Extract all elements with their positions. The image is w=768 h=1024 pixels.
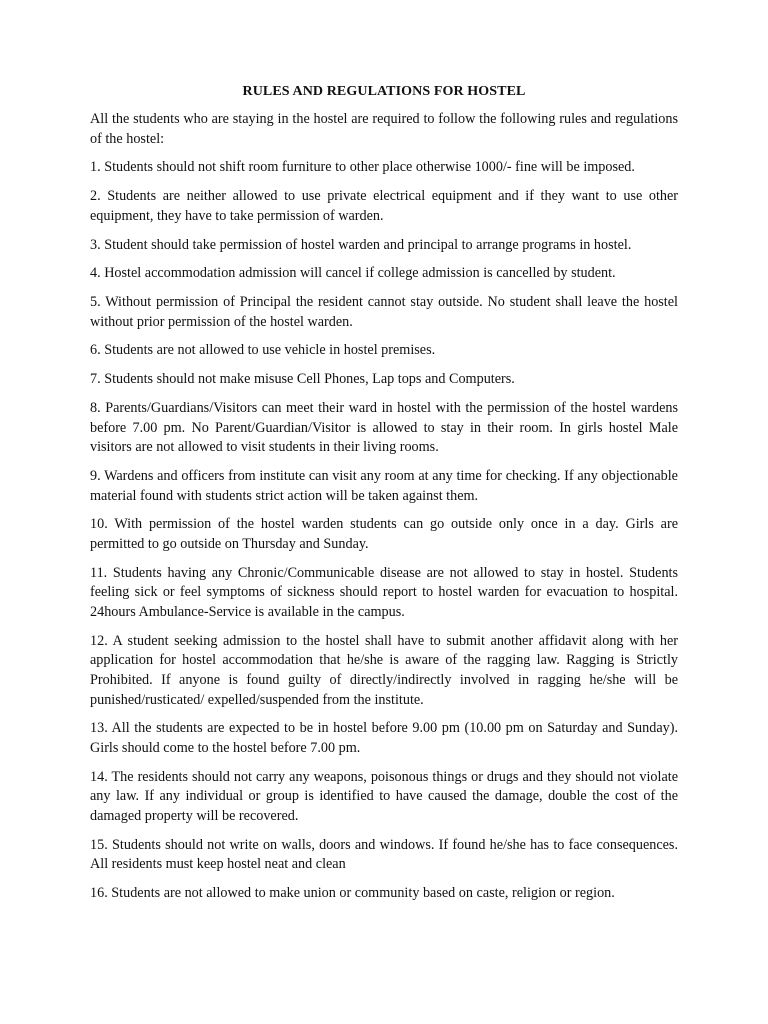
rule-item [90, 836, 678, 875]
rule-text: All the students are expected to be in hostel before 9.00 pm (10.00 pm on Saturday and Sunday). Girls should come to the hostel before 7.00 pm. [90, 720, 678, 756]
rule-text: Students are neither allowed to use private electrical equipment and if they want to use other equipment, they have to take permission of warden. [90, 188, 679, 224]
rule-item [90, 264, 678, 284]
rule-item [90, 341, 678, 361]
rule-item [90, 515, 678, 554]
rule-number: 9. [90, 468, 101, 484]
rule-text: Students are not allowed to make union or community based on caste, religion or region. [111, 885, 615, 901]
rule-item [90, 293, 678, 332]
rule-item [90, 236, 678, 256]
rule-text: A student seeking admission to the hostel shall have to submit another affidavit along with her application for hostel accommodation that he/she is aware of the ragging law. Ragging is Strictly Prohibited. If anyone is found guilty of directly/indirectly involved in ragging he/she will be punished/rusticated/ expelled/suspended from the institute. [90, 632, 678, 708]
rule-number: 2. [90, 188, 101, 205]
rule-text: Students are not allowed to use vehicle in hostel premises. [104, 342, 436, 359]
rule-number: 4. [90, 265, 101, 282]
rule-text: Hostel accommodation admission will cancel if college admission is cancelled by student. [104, 265, 616, 282]
rule-number: 3. [90, 236, 101, 253]
rule-number: 13. [90, 720, 108, 737]
rule-number: 10. [90, 516, 108, 533]
rule-number: 15. [90, 836, 108, 853]
rule-item [90, 564, 678, 623]
rule-number: 5. [90, 294, 101, 311]
rule-text: Wardens and officers from institute can visit any room at any time for checking. If any objectionable material found with students strict action will be taken against them. [90, 468, 678, 504]
rule-item [90, 187, 678, 226]
rule-text: Student should take permission of hostel warden and principal to arrange programs in hostel. [104, 236, 632, 253]
rule-text: Students should not make misuse Cell Phones, Lap tops and Computers. [104, 371, 515, 388]
rule-text: Students having any Chronic/Communicable disease are not allowed to stay in hostel. Students feeling sick or feel symptoms of sickness should report to hostel warden for evacuation to hospital. 24hours Ambulance-Service is available in the campus. [90, 564, 678, 620]
rule-text: The residents should not carry any weapons, poisonous things or drugs and they should not violate any law. If any individual or group is identified to have caused the damage, double the cost of the damaged property will be recovered. [90, 768, 678, 824]
rule-text: Students should not write on walls, doors and windows. If found he/she has to face consequences. All residents must keep hostel neat and clean [90, 836, 678, 873]
rule-item [90, 768, 678, 827]
rule-number: 6. [90, 342, 101, 359]
rule-text: Without permission of Principal the resident cannot stay outside. No student shall leave the hostel without prior permission of the hostel warden. [90, 294, 678, 330]
rule-item [90, 370, 678, 390]
intro-paragraph: All the students who are staying in the hostel are required to follow the following rules and regulations of the hostel: [90, 111, 678, 147]
rule-number: 1. [90, 159, 101, 176]
rule-item [90, 399, 678, 458]
rule-text: Students should not shift room furniture to other place otherwise 1000/- fine will be imposed. [104, 159, 635, 176]
rule-item [90, 158, 678, 178]
rule-item [90, 719, 678, 758]
rule-item [90, 467, 678, 506]
rule-number: 14. [90, 768, 108, 785]
rule-number: 11. [90, 564, 108, 581]
rule-item [90, 884, 678, 904]
rule-number: 7. [90, 371, 101, 388]
rule-number: 8. [90, 400, 101, 417]
rule-number: 16. [90, 885, 108, 901]
rule-number: 12. [90, 632, 108, 649]
rule-text: With permission of the hostel warden students can go outside only once in a day. Girls are permitted to go outside on Thursday and Sunday. [90, 516, 678, 552]
document-title: RULES AND REGULATIONS FOR HOSTEL [242, 84, 526, 99]
rule-text: Parents/Guardians/Visitors can meet their ward in hostel with the permission of the hostel wardens before 7.00 pm. No Parent/Guardian/Visitor is allowed to stay in their room. In girls hostel Male visitors are not allowed to visit students in their living rooms. [90, 400, 678, 456]
rule-item [90, 632, 678, 710]
